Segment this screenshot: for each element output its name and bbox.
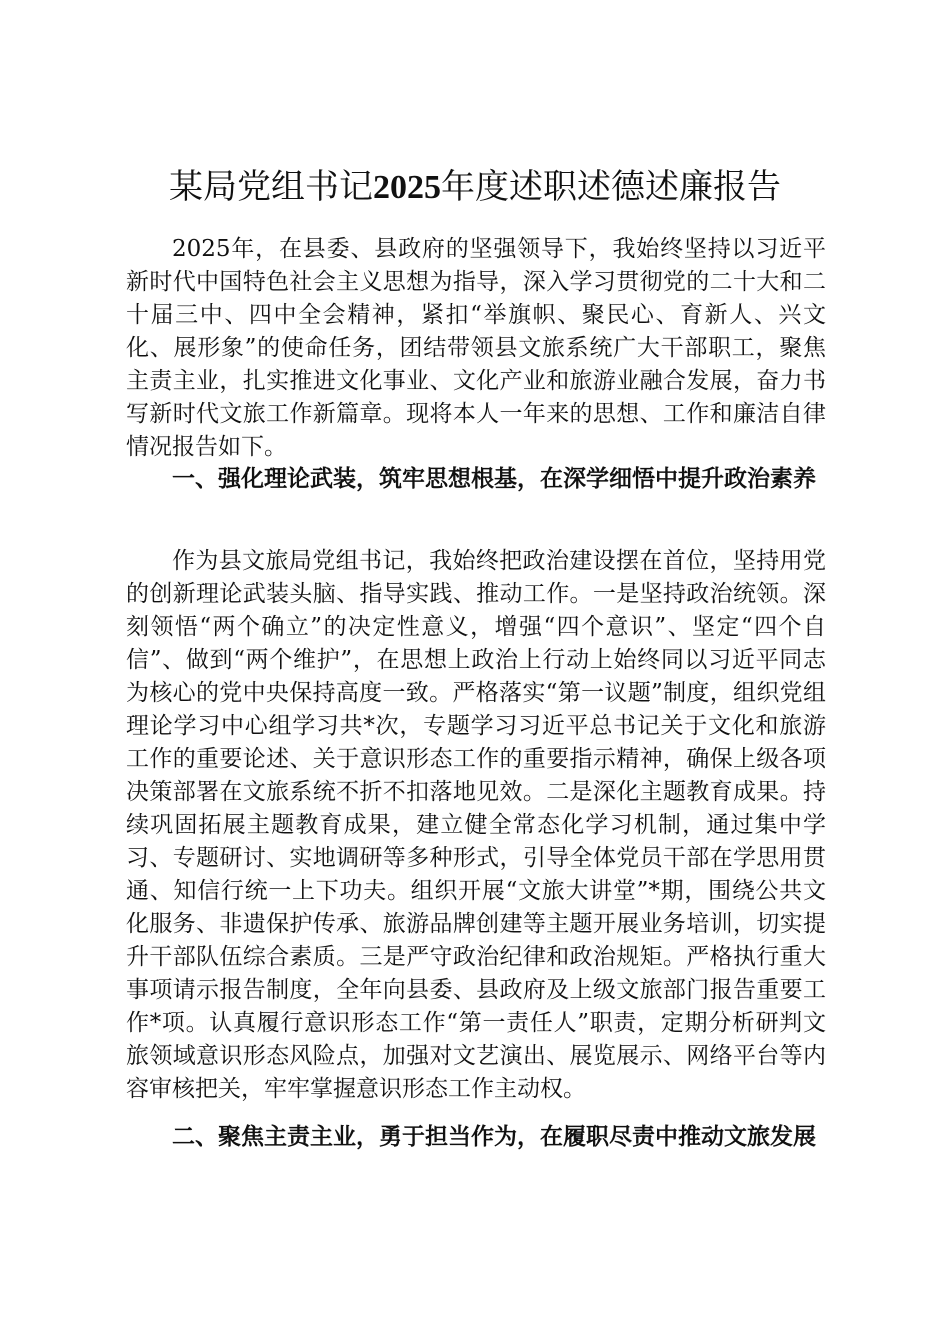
title-year: 2025 (373, 169, 441, 206)
title-prefix: 某局党组书记 (169, 167, 373, 207)
section-1-body: 作为县文旅局党组书记，我始终把政治建设摆在首位，坚持用党的创新理论武装头脑、指导实践、推动工作。一是坚持政治统领。深刻领悟“两个确立”的决定性意义，增强“四个意识”、坚定“四个自信”、做到“两个维护”，在思想上政治上行动上始终同以习近平同志为核心的党中央保持高度一致。严格落实“第一议题”制度，组织党组理论学习中心组学习共*次，专题学习习近平总书记关于文化和旅游工作的重要论述、关于意识形态工作的重要指示精神，确保上级各项决策部署在文旅系统不折不扣落地见效。二是深化主题教育成果。持续巩固拓展主题教育成果，建立健全常态化学习机制，通过集中学习、专题研讨、实地调研等多种形式，引导全体党员干部在学思用贯通、知信行统一上下功夫。组织开展“文旅大讲堂”*期，围绕公共文化服务、非遗保护传承、旅游品牌创建等主题开展业务培训，切实提升干部队伍综合素质。三是严守政治纪律和政治规矩。严格执行重大事项请示报告制度，全年向县委、县政府及上级文旅部门报告重要工作*项。认真履行意识形态工作“第一责任人”职责，定期分析研判文旅领域意识形态风险点，加强对文艺演出、展览展示、网络平台等内容审核把关，牢牢掌握意识形态工作主动权。 (126, 548, 826, 1102)
title-suffix: 年度述职述德述廉报告 (441, 167, 781, 207)
section-heading-2: 二、聚焦主责主业，勇于担当作为，在履职尽责中推动文旅发展 (172, 1123, 816, 1150)
document-title (120, 163, 830, 212)
section-heading-1: 一、强化理论武装，筑牢思想根基，在深学细悟中提升政治素养 (172, 465, 816, 492)
intro-paragraph: 2025年，在县委、县政府的坚强领导下，我始终坚持以习近平新时代中国特色社会主义思想为指导，深入学习贯彻党的二十大和二十届三中、四中全会精神，紧扣“举旗帜、聚民心、育新人、兴文化、展形象”的使命任务，团结带领县文旅系统广大干部职工，聚焦主责主业，扎实推进文化事业、文化产业和旅游业融合发展，奋力书写新时代文旅工作新篇章。现将本人一年来的思想、工作和廉洁自律情况报告如下。 (126, 236, 826, 460)
